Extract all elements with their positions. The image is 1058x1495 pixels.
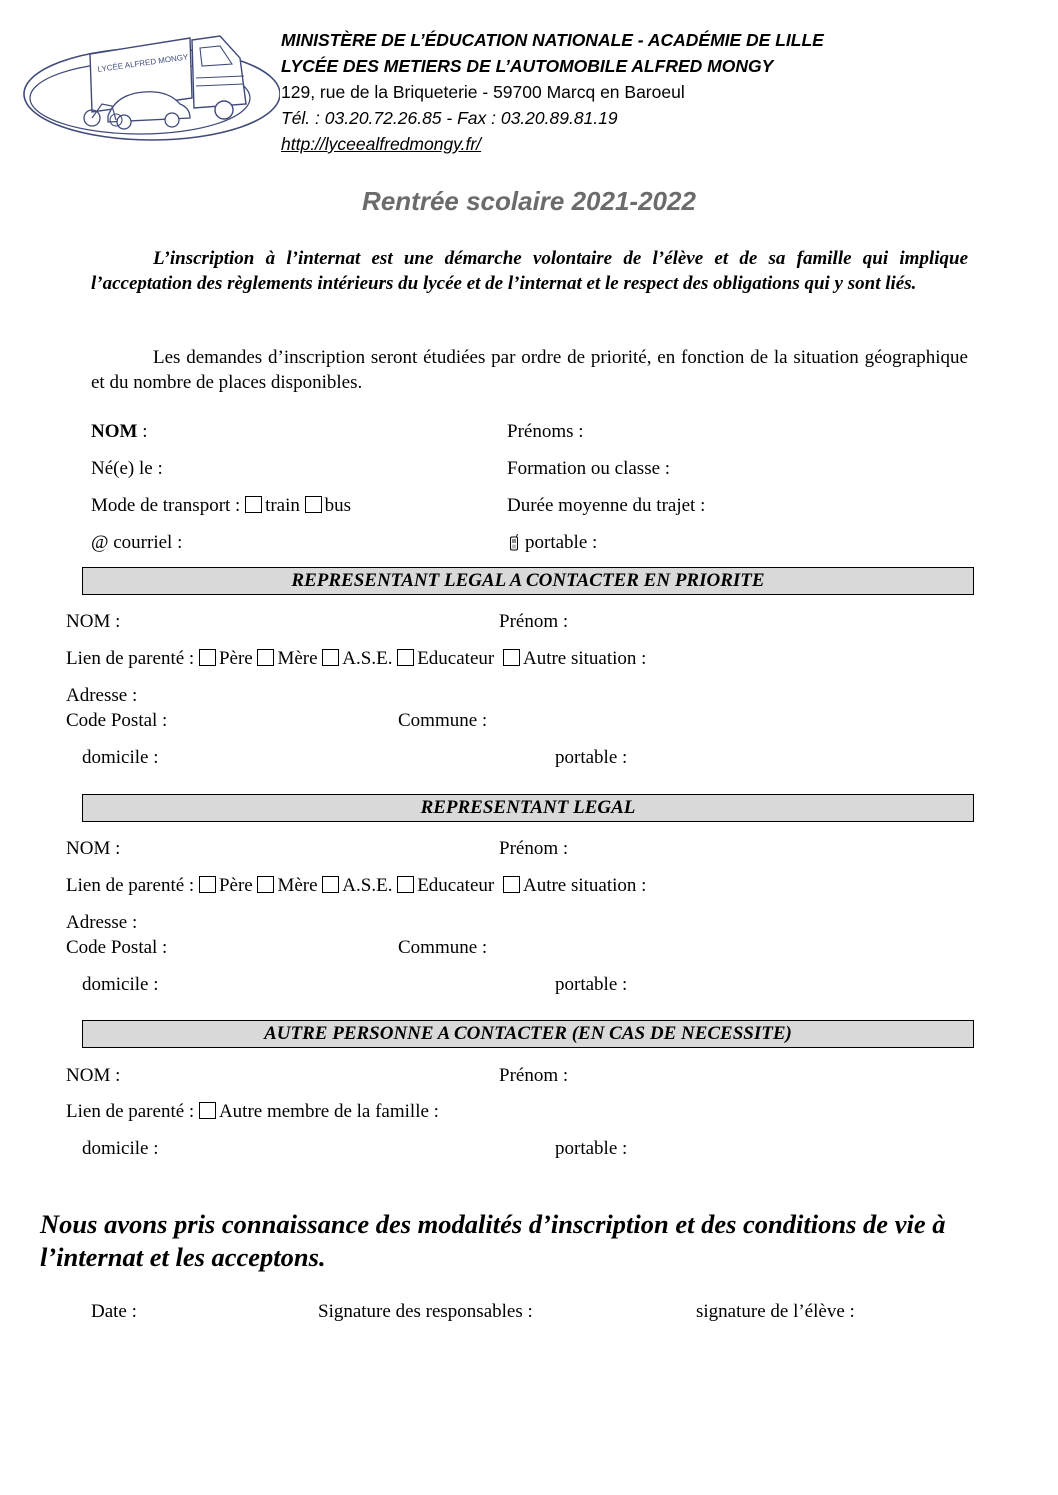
family-member-label: Autre membre de la famille : [218,1101,439,1122]
transport-mode-row [91,494,351,518]
mobile-phone-icon [509,534,519,551]
relationship-label: Lien de parenté : [66,875,195,896]
other-situation-label: Autre situation : [522,875,647,896]
legal2-home-phone-field[interactable]: domicile : [82,974,159,995]
ase-label: A.S.E. [342,875,393,896]
mother-label: Mère [277,875,318,896]
ase-label: A.S.E. [342,648,393,669]
train-label: train [265,495,300,516]
student-formation-field[interactable]: Formation ou classe : [507,458,671,479]
legal2-postal-code-field[interactable]: Code Postal : [66,937,168,958]
relationship-label: Lien de parenté : [66,1101,195,1122]
legal1-home-phone-field[interactable]: domicile : [82,747,159,768]
school-name: LYCÉE DES METIERS DE L’AUTOMOBILE ALFRED MONGY [281,56,774,76]
legal2-city-field[interactable]: Commune : [398,937,488,958]
transport-label: Mode de transport : [91,495,241,516]
relationship-label: Lien de parenté : [66,648,195,669]
student-nom-label: NOM [91,421,138,442]
section-other-contact-header: AUTRE PERSONNE A CONTACTER (EN CAS DE NECESSITE) [82,1020,974,1048]
other-situation-checkbox[interactable] [503,649,520,666]
legal1-prenom-field[interactable]: Prénom : [499,611,569,632]
educator-checkbox[interactable] [397,649,414,666]
other-mobile-field[interactable]: portable : [555,1138,628,1159]
section-legal-header: REPRESENTANT LEGAL [82,794,974,822]
educator-label: Educateur [417,648,495,669]
student-nom-colon: : [137,421,148,442]
student-mobile-field[interactable] [509,531,597,555]
legal2-prenom-field[interactable]: Prénom : [499,838,569,859]
student-email-field[interactable]: @ courriel : [91,532,183,553]
student-mobile-label: portable : [525,532,598,553]
legal2-address-field[interactable]: Adresse : [66,912,138,933]
bus-checkbox[interactable] [305,496,322,513]
legal2-relationship-row [66,874,646,898]
intro-paragraph-1: L’inscription à l’internat est une démarche volontaire de l’élève et de sa famille qui implique l’acceptation des règlements intérieurs du lycée et de l’internat et le respect des obligations qui y sont liés. [91,248,968,294]
guardians-signature-field[interactable]: Signature des responsables : [318,1301,533,1322]
other-relationship-row [66,1100,439,1124]
other-situation-label: Autre situation : [522,648,647,669]
educator-label: Educateur [417,875,495,896]
father-checkbox[interactable] [199,876,216,893]
date-field[interactable]: Date : [91,1301,137,1322]
school-address: 129, rue de la Briqueterie - 59700 Marcq en Baroeul [281,82,685,102]
legal1-nom-field[interactable]: NOM : [66,611,121,632]
school-logo [20,28,280,150]
page-title: Rentrée scolaire 2021-2022 [362,186,696,216]
mother-checkbox[interactable] [257,649,274,666]
father-checkbox[interactable] [199,649,216,666]
student-signature-field[interactable]: signature de l’élève : [696,1301,855,1322]
student-nom-field[interactable] [91,420,147,444]
legal1-mobile-field[interactable]: portable : [555,747,628,768]
logo-text: LYCÉE ALFRED MONGY [97,52,189,74]
educator-checkbox[interactable] [397,876,414,893]
legal2-nom-field[interactable]: NOM : [66,838,121,859]
other-nom-field[interactable]: NOM : [66,1065,121,1086]
bus-label: bus [324,495,352,516]
school-website-link[interactable]: http://lyceealfredmongy.fr/ [281,134,482,154]
legal1-address-field[interactable]: Adresse : [66,685,138,706]
legal1-relationship-row [66,647,646,671]
school-phone-fax: Tél. : 03.20.72.26.85 - Fax : 03.20.89.81.19 [281,108,618,128]
other-situation-checkbox[interactable] [503,876,520,893]
legal1-city-field[interactable]: Commune : [398,710,488,731]
other-prenom-field[interactable]: Prénom : [499,1065,569,1086]
intro-paragraph-2: Les demandes d’inscription seront étudiées par ordre de priorité, en fonction de la situation géographique et du nombre de places disponibles. [91,347,968,393]
mother-label: Mère [277,648,318,669]
section-legal-priority-header: REPRESENTANT LEGAL A CONTACTER EN PRIORITE [82,567,974,595]
acceptance-statement: Nous avons pris connaissance des modalités d’inscription et des conditions de vie à l’internat et les acceptons. [40,1209,946,1272]
legal1-postal-code-field[interactable]: Code Postal : [66,710,168,731]
trip-duration-field[interactable]: Durée moyenne du trajet : [507,495,706,516]
other-home-phone-field[interactable]: domicile : [82,1138,159,1159]
ministry-name: MINISTÈRE DE L’ÉDUCATION NATIONALE - ACADÉMIE DE LILLE [281,30,824,50]
father-label: Père [218,648,253,669]
legal2-mobile-field[interactable]: portable : [555,974,628,995]
mother-checkbox[interactable] [257,876,274,893]
ase-checkbox[interactable] [322,876,339,893]
father-label: Père [218,875,253,896]
family-member-checkbox[interactable] [199,1102,216,1119]
student-birthdate-field[interactable]: Né(e) le : [91,458,163,479]
student-prenoms-field[interactable]: Prénoms : [507,421,584,442]
ase-checkbox[interactable] [322,649,339,666]
train-checkbox[interactable] [245,496,262,513]
